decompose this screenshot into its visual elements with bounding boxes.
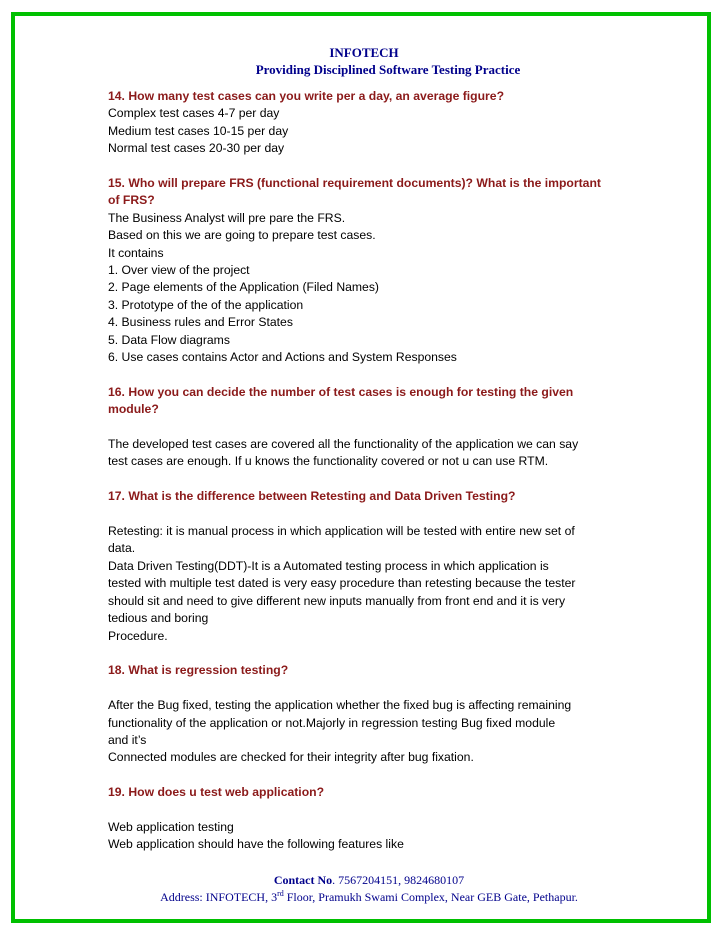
answer-line: 6. Use cases contains Actor and Actions and System Responses [108, 350, 457, 365]
document-body [108, 88, 628, 854]
footer-address [5, 889, 728, 905]
answer-line: 1. Over view of the project [108, 263, 250, 278]
answer-line: and it’s [108, 732, 147, 747]
answer-line: Web application testing [108, 819, 234, 834]
answer-line: 2. Page elements of the Application (Filed Names) [108, 280, 379, 295]
contact-value: . 7567204151, 9824680107 [332, 873, 465, 887]
question-17: 17. What is the difference between Retesting and Data Driven Testing? [108, 489, 516, 504]
answer-line: 4. Business rules and Error States [108, 315, 293, 330]
address-pre: Address: INFOTECH, 3 [160, 890, 278, 904]
answer-line: should sit and need to give different new inputs manually from front end and it is very [108, 593, 566, 608]
address-sup: rd [277, 889, 284, 898]
answer-line: The developed test cases are covered all the functionality of the application we can say [108, 437, 579, 452]
answer-line: Procedure. [108, 628, 168, 643]
answer-line: The Business Analyst will pre pare the FRS. [108, 210, 346, 225]
question-14: 14. How many test cases can you write per a day, an average figure? [108, 89, 505, 103]
answer-line: Complex test cases 4-7 per day [108, 106, 280, 121]
answer-line: Based on this we are going to prepare test cases. [108, 228, 376, 243]
contact-label: Contact No [273, 873, 333, 887]
header-subtitle: Providing Disciplined Software Testing Practice [255, 62, 521, 77]
question-16: 16. How you can decide the number of test cases is enough for testing the given [108, 384, 574, 399]
answer-line: Retesting: it is manual process in which application will be tested with entire new set of [108, 524, 575, 539]
answer-line: 3. Prototype of the of the application [108, 297, 304, 312]
answer-line: It contains [108, 245, 164, 260]
footer-contact [5, 873, 728, 888]
answer-line: After the Bug fixed, testing the application whether the fixed bug is affecting remaining [108, 698, 572, 713]
header-title: INFOTECH [329, 45, 399, 60]
answer-line: 5. Data Flow diagrams [108, 332, 230, 347]
answer-line: Web application should have the following features like [108, 837, 404, 852]
question-16-cont: module? [108, 402, 159, 417]
answer-line: Connected modules are checked for their integrity after bug fixation. [108, 750, 474, 765]
answer-line: Normal test cases 20-30 per day [108, 141, 285, 156]
question-15-cont: of FRS? [108, 193, 155, 208]
question-15: 15. Who will prepare FRS (functional requirement documents)? What is the important [108, 176, 601, 191]
answer-line: test cases are enough. If u knows the functionality covered or not u can use RTM. [108, 454, 549, 469]
answer-line: Data Driven Testing(DDT)-It is a Automated testing process in which application is [108, 558, 549, 573]
address-post: Floor, Pramukh Swami Complex, Near GEB Gate, Pethapur. [283, 890, 578, 904]
answer-line: tested with multiple test dated is very easy procedure than retesting because the tester [108, 576, 576, 591]
answer-line: tedious and boring [108, 611, 209, 626]
answer-line: functionality of the application or not.Majorly in regression testing Bug fixed module [108, 715, 556, 730]
question-19: 19. How does u test web application? [108, 785, 325, 800]
answer-line: data. [108, 541, 136, 556]
answer-line: Medium test cases 10-15 per day [108, 123, 289, 138]
question-18: 18. What is regression testing? [108, 663, 289, 678]
